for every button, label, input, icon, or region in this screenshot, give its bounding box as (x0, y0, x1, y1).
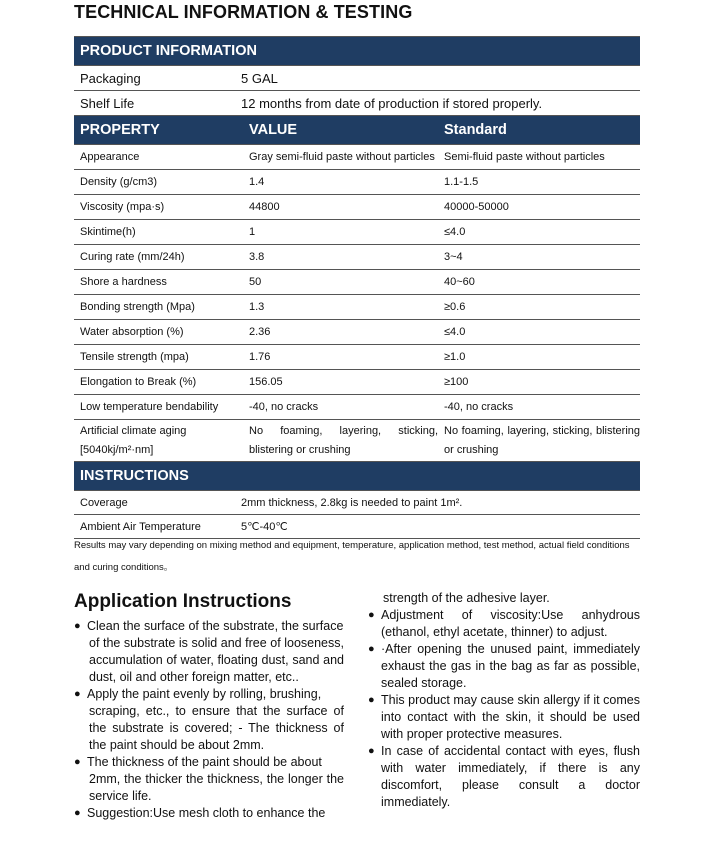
property-standard: ≥1.0 (444, 351, 466, 363)
property-name: Low temperature bendability (80, 401, 219, 413)
list-item-first-line: Apply the paint evenly by rolling, brushing, (87, 687, 322, 701)
list-item (74, 805, 344, 822)
temperature-label: Ambient Air Temperature (80, 520, 201, 533)
property-name: Shore a hardness (80, 276, 167, 288)
bullet-icon: ● (74, 688, 81, 700)
standard-column-header: Standard (444, 122, 507, 138)
bullet-icon: ● (74, 807, 81, 819)
list-item-text: of the substrate is solid and free of looseness, accumulation of water, floating dust, sand and dust, oil and other foreign matter, etc.. (89, 636, 344, 684)
list-item-continuation: strength of the adhesive layer. (383, 591, 550, 605)
table-row (74, 220, 640, 245)
list-item (74, 754, 344, 805)
list-item-first-line: The thickness of the paint should be about (87, 755, 322, 769)
shelf-life-value: 12 months from date of production if stored properly. (241, 95, 543, 111)
property-value (243, 422, 438, 460)
list-item-text: 2mm, the thicker the thickness, the longer the service life. (89, 772, 344, 803)
property-value: 3.8 (249, 251, 265, 263)
property-value: -40, no cracks (249, 401, 319, 413)
list-item (368, 607, 640, 641)
table-row (74, 270, 640, 295)
property-value: 2.36 (249, 326, 271, 338)
aging-standard-line1: No foaming, layering, sticking, blistering (444, 424, 640, 437)
table-row (74, 245, 640, 270)
aging-value-line1: No foaming, layering, sticking, (249, 424, 438, 437)
instructions-header (74, 462, 640, 491)
technical-table (74, 36, 640, 539)
results-note: Results may vary depending on mixing method and equipment, temperature, application method, test method, actual field conditions and curing conditions。 (74, 540, 630, 573)
list-item (368, 692, 640, 743)
table-row-coverage (74, 491, 640, 515)
coverage-label: Coverage (80, 496, 128, 509)
page-title: TECHNICAL INFORMATION & TESTING (74, 2, 413, 22)
table-row (74, 170, 640, 195)
property-name: Elongation to Break (%) (80, 376, 197, 388)
list-item-text: This product may cause skin allergy if it comes into contact with the skin, it should be used with proper protective measures. (381, 693, 640, 741)
list-item-text: scraping, etc., to ensure that the surface of the substrate is covered; - The thickness of the paint should be about 2mm. (89, 704, 344, 752)
property-name: Water absorption (%) (80, 326, 184, 338)
property-name: Curing rate (mm/24h) (80, 251, 185, 263)
packaging-label: Packaging (80, 70, 141, 86)
property-standard: -40, no cracks (444, 401, 514, 413)
list-item-first-line: Clean the surface of the substrate, the surface (87, 619, 344, 633)
instructions-left-column (74, 618, 344, 822)
property-standard (438, 422, 640, 460)
table-row-packaging (74, 66, 640, 91)
property-name: Appearance (80, 151, 140, 163)
table-row-shelf-life (74, 91, 640, 116)
list-item-text: ·After opening the unused paint, immediately exhaust the gas in the bag as far as possible, sealed storage. (381, 642, 640, 690)
property-column-header: PROPERTY (80, 122, 160, 138)
property-standard: 40000-50000 (444, 201, 509, 213)
coverage-value: 2mm thickness, 2.8kg is needed to paint 1m². (241, 496, 463, 509)
property-standard: Semi-fluid paste without particles (444, 151, 605, 163)
property-value: 156.05 (249, 376, 283, 388)
property-standard: 40~60 (444, 276, 475, 288)
temperature-value: 5℃-40℃ (241, 521, 288, 533)
property-standard: 3~4 (444, 251, 463, 263)
bullet-icon: ● (368, 694, 375, 706)
product-info-header (74, 37, 640, 66)
property-name (74, 422, 243, 460)
table-row-climate-aging (74, 420, 640, 462)
property-value: 44800 (249, 201, 280, 213)
list-item (368, 641, 640, 692)
property-standard: 1.1-1.5 (444, 176, 479, 188)
bullet-icon: ● (74, 620, 81, 632)
instructions-right-column (368, 590, 640, 811)
list-item (368, 743, 640, 811)
bullet-icon: ● (74, 756, 81, 768)
table-row (74, 395, 640, 420)
application-instructions-title: Application Instructions (74, 591, 292, 612)
table-row (74, 295, 640, 320)
property-value: 1 (249, 226, 256, 238)
property-value: 1.76 (249, 351, 271, 363)
property-value: Gray semi-fluid paste without particles (249, 151, 435, 163)
table-row (74, 195, 640, 220)
aging-standard-line2: or crushing (444, 443, 499, 456)
list-item-first-line: Suggestion:Use mesh cloth to enhance the (87, 806, 326, 820)
property-header-row (74, 116, 640, 145)
property-name: Viscosity (mpa·s) (80, 201, 165, 213)
property-name: Density (g/cm3) (80, 176, 158, 188)
value-column-header: VALUE (249, 122, 298, 138)
property-standard: ≤4.0 (444, 326, 466, 338)
table-row (74, 320, 640, 345)
instructions-title: INSTRUCTIONS (80, 468, 189, 484)
table-row (74, 370, 640, 395)
property-standard: ≤4.0 (444, 226, 466, 238)
property-standard: ≥0.6 (444, 301, 466, 313)
property-name: Bonding strength (Mpa) (80, 301, 195, 313)
bullet-icon: ● (368, 745, 375, 757)
property-name: Tensile strength (mpa) (80, 351, 189, 363)
aging-property-line2: [5040kj/m²·nm] (80, 443, 154, 456)
packaging-value: 5 GAL (241, 70, 278, 86)
bullet-icon: ● (368, 609, 375, 621)
list-item (74, 618, 344, 686)
property-value: 50 (249, 276, 262, 288)
list-item-text: Adjustment of viscosity:Use anhydrous (ethanol, ethyl acetate, thinner) to adjust. (381, 608, 640, 639)
aging-value-line2: blistering or crushing (249, 443, 351, 456)
table-row (74, 145, 640, 170)
shelf-life-label: Shelf Life (80, 95, 135, 111)
list-item-text: In case of accidental contact with eyes, flush with water immediately, if there is any discomfort, please consult a doctor immediately. (381, 744, 640, 809)
property-name: Skintime(h) (80, 226, 136, 238)
table-row (74, 345, 640, 370)
aging-property-line1: Artificial climate aging (80, 424, 187, 437)
product-info-title: PRODUCT INFORMATION (80, 43, 257, 59)
bullet-icon: ● (368, 643, 375, 655)
list-item (74, 686, 344, 754)
property-value: 1.4 (249, 176, 265, 188)
property-value: 1.3 (249, 301, 265, 313)
property-standard: ≥100 (444, 376, 469, 388)
